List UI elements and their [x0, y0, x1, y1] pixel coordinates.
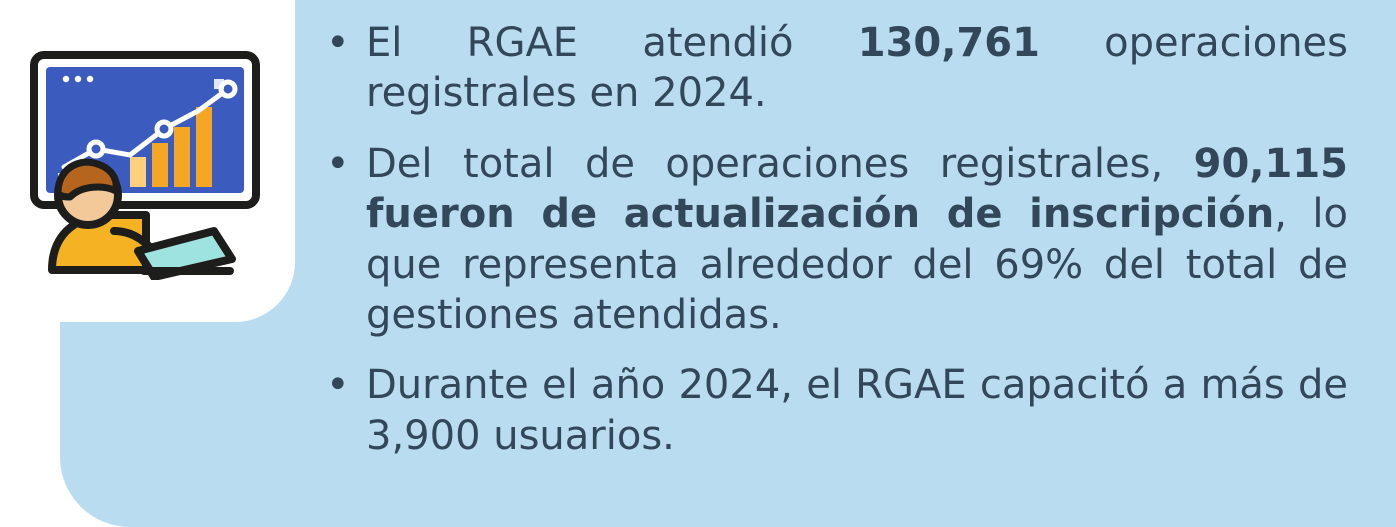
bullet-text-operaciones-registrales [366, 20, 1348, 116]
bullet-item-capacitacion-usuarios [318, 360, 1348, 461]
bullet-marker-icon: • [326, 20, 350, 66]
bullet-segment-bold: 90,115 fueron de actualización de inscripción [366, 140, 1348, 238]
bullet-segment-plain-2: , lo que representa alrededor del 69% del total de gestiones atendidas. [366, 191, 1349, 338]
bullet-segment-plain: Del total de operaciones registrales, [366, 140, 1194, 187]
bullet-marker-icon: • [326, 140, 350, 187]
bullet-text-actualizacion-inscripcion [366, 141, 1348, 338]
bullet-segment-plain-2: operaciones registrales en 2024. [366, 20, 1348, 117]
bullet-list-container [318, 18, 1348, 518]
bullet-marker-icon: • [326, 362, 350, 409]
bullet-item-operaciones-registrales [318, 18, 1348, 119]
person-with-laptop-and-growth-chart-icon [18, 45, 273, 280]
bullet-item-actualizacion-inscripcion [318, 139, 1348, 341]
bullet-list [318, 18, 1348, 461]
bullet-text-capacitacion-usuarios: Durante el año 2024, el RGAE capacitó a más de 3,900 usuarios. [366, 362, 1348, 459]
bullet-segment-plain: El RGAE atendió [366, 20, 858, 66]
bullet-segment-bold: 130,761 [857, 20, 1040, 66]
